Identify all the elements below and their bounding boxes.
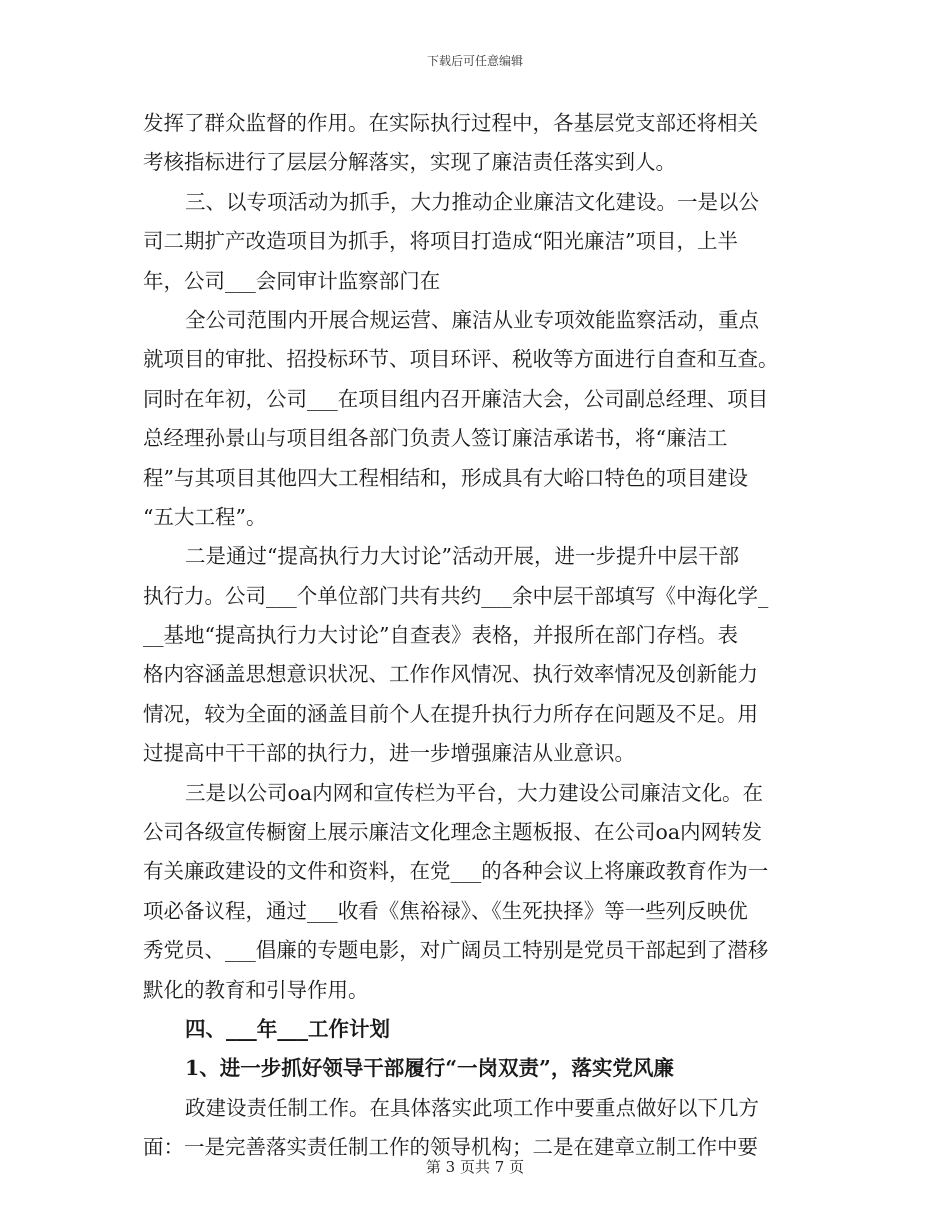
text-line: 执行力。公司___个单位部门共有共约___余中层干部填写《中海化学_	[143, 583, 769, 608]
page-header: 下载后可任意编辑	[426, 54, 523, 68]
text-line: 默化的教育和引导作用。	[143, 977, 369, 1002]
text-line: 同时在年初，公司___在项目组内召开廉洁大会，公司副总经理、项目	[143, 386, 769, 411]
text-line: 有关廉政建设的文件和资料，在党___的各种会议上将廉政教育作为一	[143, 859, 769, 884]
text-line: __基地“提高执行力大讨论”自查表》表格，并报所在部门存档。表	[143, 623, 738, 648]
text-line: 二是通过“提高执行力大讨论”活动开展，进一步提升中层干部	[185, 544, 739, 569]
text-line: 公司各级宣传橱窗上展示廉洁文化理念主题板报、在公司oa内网转发	[143, 820, 763, 845]
text-line: 三是以公司oa内网和宣传栏为平台，大力建设公司廉洁文化。在	[185, 780, 764, 805]
text-line: 司二期扩产改造项目为抓手，将项目打造成“阳光廉洁”项目，上半	[143, 229, 738, 254]
text-line: 全公司范围内开展合规运营、廉洁从业专项效能监察活动，重点	[185, 307, 759, 332]
text-line: 项必备议程，通过___收看《焦裕禄》、《生死抉择》等一些列反映优	[143, 898, 748, 923]
text-line: “五大工程”。	[143, 504, 267, 529]
text-line: 四、___年___工作计划	[185, 1016, 390, 1041]
text-line: 过提高中干干部的执行力，进一步增强廉洁从业意识。	[143, 741, 635, 766]
text-line: 秀党员、___倡廉的专题电影，对广阔员工特别是党员干部起到了潜移	[143, 938, 769, 963]
text-line: 年，公司___会同审计监察部门在	[143, 268, 441, 293]
text-line: 发挥了群众监督的作用。在实际执行过程中，各基层党支部还将相关	[143, 111, 758, 135]
text-line: 情况，较为全面的涵盖目前个人在提升执行力所存在问题及不足。用	[143, 701, 758, 726]
text-line: 总经理孙景山与项目组各部门负责人签订廉洁承诺书，将“廉洁工	[143, 426, 728, 451]
page-footer: 第 3 页共 7 页	[425, 1158, 525, 1176]
text-line: 三、以专项活动为抓手，大力推动企业廉洁文化建设。一是以公	[185, 189, 759, 214]
text-line: 政建设责任制工作。在具体落实此项工作中要重点做好以下几方	[185, 1095, 759, 1120]
text-line: 格内容涵盖思想意识状况、工作作风情况、执行效率情况及创新能力	[143, 662, 758, 687]
text-line: 考核指标进行了层层分解落实，实现了廉洁责任落实到人。	[143, 150, 676, 175]
text-line: 面：一是完善落实责任制工作的领导机构；二是在建章立制工作中要	[143, 1135, 758, 1160]
text-line: 就项目的审批、招投标环节、项目环评、税收等方面进行自查和互查。	[143, 347, 779, 372]
document-body	[143, 104, 807, 1168]
text-line: 1、进一步抓好领导干部履行“一岗双责”，落实党风廉	[185, 1056, 674, 1081]
text-line: 程”与其项目其他四大工程相结和，形成具有大峪口特色的项目建设	[143, 465, 748, 490]
